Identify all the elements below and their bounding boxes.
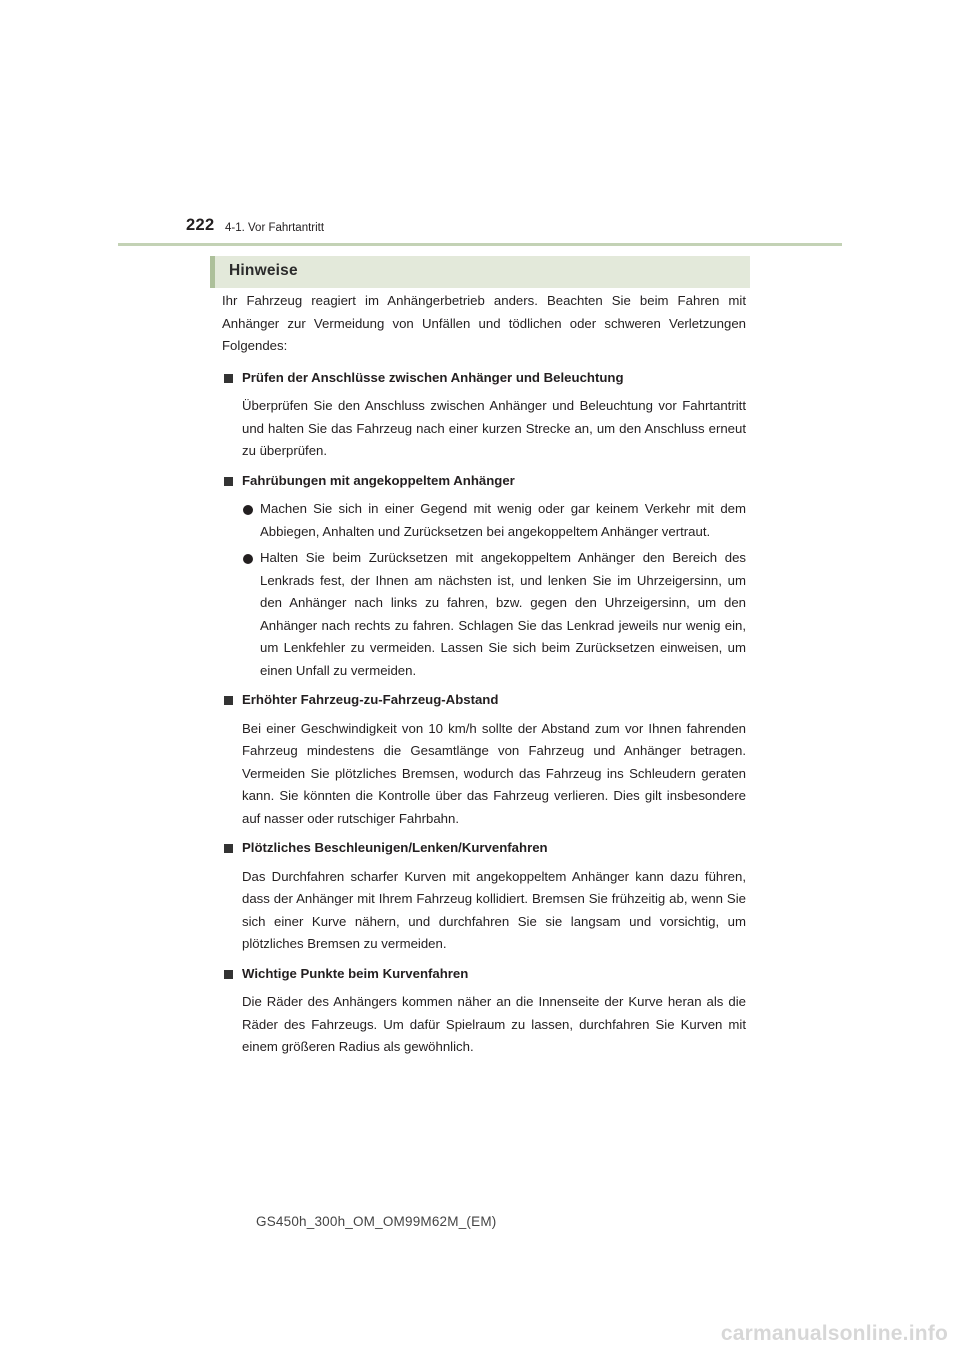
bullet-dot-icon [243, 554, 253, 564]
notes-header-box [210, 256, 750, 288]
section-body: Das Durchfahren scharfer Kurven mit angekoppeltem Anhänger kann dazu führen, dass der Anhänger mit Ihrem Fahrzeug kollidiert. Bremsen Sie frühzeitig ab, wenn Sie sich einer Kurve nähern, und durchfahren Sie sie langsam und vorsichtig, um plötzliches Bremsen zu vermeiden. [242, 868, 746, 951]
section-connections [222, 367, 746, 463]
chapter-title: 4-1. Vor Fahrtantritt [225, 222, 325, 234]
bullet-item [222, 498, 746, 543]
square-bullet-icon [224, 477, 233, 486]
section-cornering [222, 963, 746, 1059]
notes-title: Hinweise [229, 262, 298, 279]
header-rule [118, 243, 842, 246]
section-sudden-maneuvers [222, 837, 746, 956]
section-distance [222, 689, 746, 830]
bullet-item [222, 547, 746, 682]
section-title-text: Fahrübungen mit angekoppeltem Anhänger [242, 472, 515, 488]
section-title-text: Prüfen der Anschlüsse zwischen Anhänger und Beleuchtung [242, 369, 624, 385]
section-title [222, 837, 746, 860]
square-bullet-icon [224, 374, 233, 383]
section-title [222, 367, 746, 390]
bullet-dot-icon [243, 505, 253, 515]
notes-intro: Ihr Fahrzeug reagiert im Anhängerbetrieb anders. Beachten Sie beim Fahren mit Anhänger zur Vermeidung von Unfällen und tödlichen oder schweren Verletzungen Folgendes: [222, 293, 746, 353]
square-bullet-icon [224, 970, 233, 979]
page-number: 222 [186, 216, 215, 234]
section-body: Überprüfen Sie den Anschluss zwischen Anhänger und Beleuchtung vor Fahrtantritt und halten Sie das Fahrzeug nach einer kurzen Strecke an, um den Anschluss erneut zu überprüfen. [242, 398, 746, 458]
square-bullet-icon [224, 844, 233, 853]
square-bullet-icon [224, 696, 233, 705]
watermark: carmanualsonline.info [720, 1322, 948, 1345]
section-title [222, 963, 746, 986]
notes-content [222, 290, 746, 1066]
section-title [222, 470, 746, 493]
section-title-text: Erhöhter Fahrzeug-zu-Fahrzeug-Abstand [242, 692, 499, 707]
bullet-text: Halten Sie beim Zurücksetzen mit angekoppeltem Anhänger den Bereich des Lenkrads fest, der Ihnen am nächsten ist, und lenken Sie im Uhrzeigersinn, um den Anhänger nach links zu fahren, bzw. gegen den Uhrzeigersinn, um den Anhänger nach rechts zu fahren. Schlagen Sie das Lenkrad jeweils nur wenig ein, um Lenkfehler zu vermeiden. Lassen Sie sich beim Zurücksetzen einweisen, um einen Unfall zu vermeiden. [260, 550, 746, 678]
footer-code: GS450h_300h_OM_OM99M62M_(EM) [256, 1214, 497, 1229]
section-body: Bei einer Geschwindigkeit von 10 km/h sollte der Abstand zum vor Ihnen fahrenden Fahrzeug mindestens die Gesamtlänge von Fahrzeug und Anhänger betragen. Vermeiden Sie plötzliches Bremsen, wodurch das Fahrzeug ins Schleudern geraten kann. Sie könnten die Kontrolle über das Fahrzeug verlieren. Dies gilt insbesondere auf nasser oder rutschiger Fahrbahn. [242, 720, 746, 826]
section-body: Die Räder des Anhängers kommen näher an die Innenseite der Kurve heran als die Räder des Fahrzeugs. Um dafür Spielraum zu lassen, durchfahren Sie Kurven mit einem größeren Radius als gewöhnlich. [242, 994, 746, 1054]
bullet-text: Machen Sie sich in einer Gegend mit wenig oder gar keinem Verkehr mit dem Abbiegen, Anhalten und Zurücksetzen bei angekoppeltem Anhänger vertraut. [260, 501, 746, 539]
section-title-text: Plötzliches Beschleunigen/Lenken/Kurvenfahren [242, 840, 548, 855]
section-title-text: Wichtige Punkte beim Kurvenfahren [242, 965, 469, 981]
section-title [222, 689, 746, 712]
section-practice [222, 470, 746, 683]
